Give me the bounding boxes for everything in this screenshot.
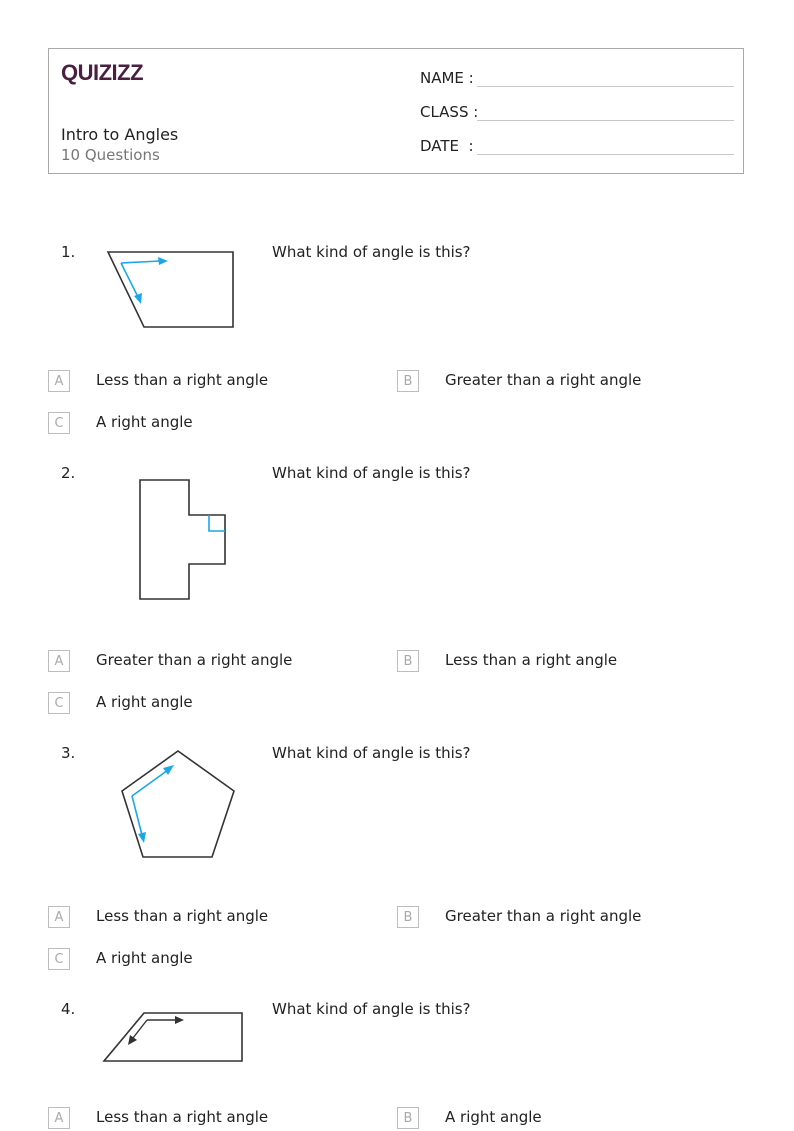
option-letter: B [397, 1107, 419, 1129]
option-text: Greater than a right angle [445, 371, 642, 389]
option-letter: C [48, 412, 70, 434]
option-b[interactable] [397, 650, 697, 674]
question-number: 3. [61, 744, 76, 762]
t-shape-figure [130, 472, 234, 606]
name-line [477, 86, 734, 87]
quiz-title: Intro to Angles [61, 125, 179, 144]
parallelogram-figure [100, 1006, 248, 1068]
option-text: Greater than a right angle [445, 907, 642, 925]
option-text: Greater than a right angle [96, 651, 293, 669]
option-a[interactable] [48, 906, 348, 930]
class-line [477, 120, 734, 121]
pentagon-figure [110, 744, 244, 864]
svg-text:QUIZIZZ: QUIZIZZ [61, 60, 144, 85]
question-number: 1. [61, 243, 76, 261]
question-count: 10 Questions [61, 146, 160, 164]
option-text: Less than a right angle [96, 371, 269, 389]
question-text: What kind of angle is this? [272, 1000, 471, 1018]
option-letter: C [48, 948, 70, 970]
option-text: Less than a right angle [96, 907, 269, 925]
name-label: NAME : [420, 69, 474, 87]
option-letter: A [48, 906, 70, 928]
date-label: DATE : [420, 137, 474, 155]
option-text: A right angle [96, 413, 193, 431]
option-b[interactable] [397, 906, 697, 930]
option-a[interactable] [48, 650, 348, 674]
date-line [477, 154, 734, 155]
option-letter: B [397, 906, 419, 928]
option-text: A right angle [445, 1108, 542, 1126]
worksheet-header [48, 48, 744, 174]
option-letter: B [397, 650, 419, 672]
option-a[interactable] [48, 370, 348, 394]
option-c[interactable] [48, 692, 348, 716]
question-number: 4. [61, 1000, 76, 1018]
option-text: A right angle [96, 949, 193, 967]
option-letter: A [48, 650, 70, 672]
question-number: 2. [61, 464, 76, 482]
class-label: CLASS : [420, 103, 479, 121]
quizizz-logo [61, 59, 153, 87]
option-a[interactable] [48, 1107, 348, 1131]
option-b[interactable] [397, 1107, 697, 1131]
option-text: A right angle [96, 693, 193, 711]
question-text: What kind of angle is this? [272, 243, 471, 261]
date-field[interactable] [420, 135, 734, 159]
option-b[interactable] [397, 370, 697, 394]
name-field[interactable] [420, 67, 734, 91]
option-letter: C [48, 692, 70, 714]
class-field[interactable] [420, 101, 734, 125]
option-letter: B [397, 370, 419, 392]
option-letter: A [48, 1107, 70, 1129]
question-text: What kind of angle is this? [272, 464, 471, 482]
option-c[interactable] [48, 948, 348, 972]
option-letter: A [48, 370, 70, 392]
question-text: What kind of angle is this? [272, 744, 471, 762]
option-text: Less than a right angle [96, 1108, 269, 1126]
option-text: Less than a right angle [445, 651, 618, 669]
trapezoid-figure [100, 244, 240, 334]
option-c[interactable] [48, 412, 348, 436]
